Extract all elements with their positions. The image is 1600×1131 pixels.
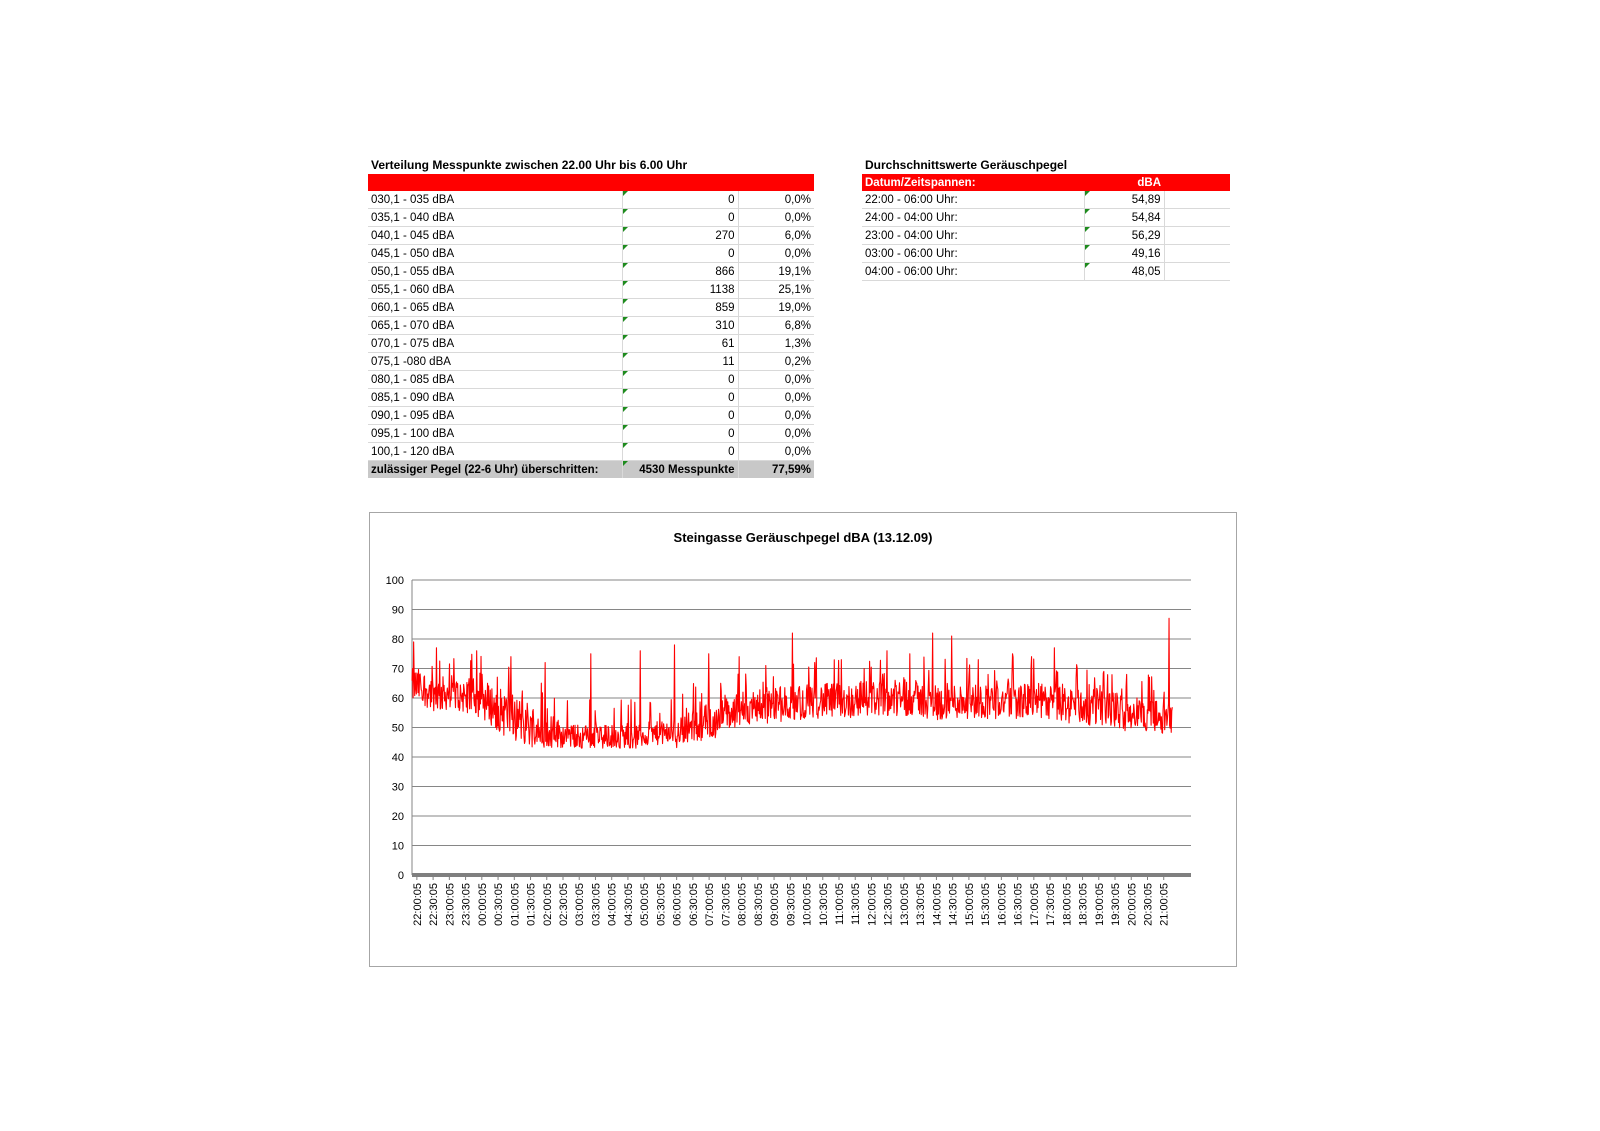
percent-cell: 0,0% [738, 191, 814, 209]
averages-row [862, 191, 1230, 209]
percent-cell: 0,0% [738, 371, 814, 389]
x-tick-label: 21:00:05 [1158, 883, 1171, 926]
avg-value-cell: 48,05 [1084, 263, 1164, 281]
x-tick-label: 00:00:05 [476, 883, 489, 926]
range-cell: 040,1 - 045 dBA [368, 227, 622, 245]
range-cell: 065,1 - 070 dBA [368, 317, 622, 335]
percent-cell: 0,0% [738, 425, 814, 443]
distribution-row [368, 389, 814, 407]
averages-table [862, 174, 1230, 281]
x-tick-label: 17:30:05 [1045, 883, 1058, 926]
averages-row [862, 209, 1230, 227]
distribution-row [368, 209, 814, 227]
x-tick-label: 22:30:05 [428, 883, 441, 926]
x-tick-label: 23:30:05 [460, 883, 473, 926]
x-tick-label: 15:00:05 [963, 883, 976, 926]
x-tick-label: 16:00:05 [996, 883, 1009, 926]
x-tick-label: 20:30:05 [1142, 883, 1155, 926]
x-tick-label: 16:30:05 [1012, 883, 1025, 926]
x-tick-label: 18:00:05 [1061, 883, 1074, 926]
distribution-row [368, 335, 814, 353]
percent-cell: 1,3% [738, 335, 814, 353]
range-cell: 030,1 - 035 dBA [368, 191, 622, 209]
x-tick-label: 03:00:05 [574, 883, 587, 926]
x-tick-label: 12:30:05 [882, 883, 895, 926]
x-tick-label: 11:00:05 [834, 883, 847, 926]
x-tick-label: 03:30:05 [590, 883, 603, 926]
range-cell: 045,1 - 050 dBA [368, 245, 622, 263]
percent-cell: 19,1% [738, 263, 814, 281]
count-cell: 270 [622, 227, 738, 245]
distribution-row [368, 317, 814, 335]
distribution-row [368, 245, 814, 263]
x-tick-label: 04:30:05 [622, 883, 635, 926]
range-cell: 090,1 - 095 dBA [368, 407, 622, 425]
count-cell: 1138 [622, 281, 738, 299]
averages-header-unit: dBA [1084, 174, 1164, 191]
x-tick-label: 22:00:05 [411, 883, 424, 926]
avg-value-cell: 49,16 [1084, 245, 1164, 263]
averages-header [862, 174, 1230, 191]
count-cell: 0 [622, 245, 738, 263]
x-tick-label: 13:00:05 [898, 883, 911, 926]
x-tick-label: 19:30:05 [1110, 883, 1123, 926]
y-tick-label: 30 [391, 781, 404, 794]
y-tick-label: 60 [391, 693, 404, 705]
count-cell: 859 [622, 299, 738, 317]
noise-chart [369, 512, 1237, 967]
percent-cell: 0,0% [738, 209, 814, 227]
distribution-row [368, 281, 814, 299]
range-cell: 085,1 - 090 dBA [368, 389, 622, 407]
count-cell: 0 [622, 191, 738, 209]
distribution-row [368, 407, 814, 425]
x-tick-label: 09:30:05 [785, 883, 798, 926]
chart-title: Steingasse Geräuschpegel dBA (13.12.09) [673, 530, 933, 545]
period-cell: 23:00 - 04:00 Uhr: [862, 227, 1084, 245]
percent-cell: 6,8% [738, 317, 814, 335]
y-tick-label: 70 [391, 663, 404, 676]
distribution-row [368, 371, 814, 389]
x-tick-label: 07:00:05 [704, 883, 717, 926]
x-tick-label: 05:00:05 [639, 883, 652, 926]
y-tick-label: 40 [391, 752, 404, 764]
percent-cell: 0,0% [738, 245, 814, 263]
percent-cell: 0,0% [738, 389, 814, 407]
count-cell: 11 [622, 353, 738, 371]
x-tick-label: 14:00:05 [931, 883, 944, 926]
y-tick-label: 50 [391, 722, 404, 735]
period-cell: 24:00 - 04:00 Uhr: [862, 209, 1084, 227]
x-tick-label: 06:00:05 [671, 883, 684, 926]
range-cell: 080,1 - 085 dBA [368, 371, 622, 389]
x-tick-label: 11:30:05 [850, 883, 863, 926]
range-cell: 095,1 - 100 dBA [368, 425, 622, 443]
x-tick-label: 09:00:05 [769, 883, 782, 926]
y-tick-label: 80 [391, 634, 404, 646]
range-cell: 055,1 - 060 dBA [368, 281, 622, 299]
x-tick-label: 02:30:05 [557, 883, 570, 926]
percent-cell: 0,2% [738, 353, 814, 371]
distribution-row [368, 191, 814, 209]
avg-value-cell: 56,29 [1084, 227, 1164, 245]
count-cell: 0 [622, 389, 738, 407]
averages-title: Durchschnittswerte Geräuschpegel [865, 158, 1068, 172]
count-cell: 310 [622, 317, 738, 335]
distribution-row [368, 425, 814, 443]
x-tick-label: 15:30:05 [980, 883, 993, 926]
x-tick-label: 10:00:05 [801, 883, 814, 926]
count-cell: 61 [622, 335, 738, 353]
range-cell: 100,1 - 120 dBA [368, 443, 622, 461]
distribution-total-row [368, 461, 814, 479]
range-cell: 075,1 -080 dBA [368, 353, 622, 371]
range-cell: 035,1 - 040 dBA [368, 209, 622, 227]
count-cell: 0 [622, 371, 738, 389]
distribution-row [368, 227, 814, 245]
period-cell: 03:00 - 06:00 Uhr: [862, 245, 1084, 263]
x-tick-label: 19:00:05 [1093, 883, 1106, 926]
x-tick-label: 04:00:05 [606, 883, 619, 926]
range-cell: 070,1 - 075 dBA [368, 335, 622, 353]
averages-row [862, 263, 1230, 281]
count-cell: 866 [622, 263, 738, 281]
count-cell: 0 [622, 425, 738, 443]
percent-cell: 25,1% [738, 281, 814, 299]
y-tick-label: 100 [385, 575, 404, 587]
total-percent: 77,59% [738, 461, 814, 479]
series-line [412, 618, 1172, 748]
y-tick-label: 20 [391, 811, 404, 823]
x-tick-label: 05:30:05 [655, 883, 668, 926]
count-cell: 0 [622, 209, 738, 227]
percent-cell: 6,0% [738, 227, 814, 245]
averages-row [862, 227, 1230, 245]
x-tick-label: 08:30:05 [752, 883, 765, 926]
x-tick-label: 14:30:05 [947, 883, 960, 926]
x-tick-label: 10:30:05 [817, 883, 830, 926]
count-cell: 0 [622, 443, 738, 461]
distribution-header-bar [368, 174, 814, 191]
chart-plot [370, 513, 1236, 966]
x-tick-label: 13:30:05 [915, 883, 928, 926]
total-label: zulässiger Pegel (22-6 Uhr) überschritten: [368, 461, 622, 479]
distribution-title: Verteilung Messpunkte zwischen 22.00 Uhr bis 6.00 Uhr [371, 158, 688, 172]
avg-value-cell: 54,84 [1084, 209, 1164, 227]
x-tick-label: 02:00:05 [541, 883, 554, 926]
percent-cell: 0,0% [738, 407, 814, 425]
period-cell: 04:00 - 06:00 Uhr: [862, 263, 1084, 281]
percent-cell: 19,0% [738, 299, 814, 317]
percent-cell: 0,0% [738, 443, 814, 461]
distribution-row [368, 443, 814, 461]
x-tick-label: 17:00:05 [1028, 883, 1041, 926]
x-tick-label: 01:30:05 [525, 883, 538, 926]
x-tick-label: 08:00:05 [736, 883, 749, 926]
x-tick-label: 12:00:05 [866, 883, 879, 926]
distribution-row [368, 263, 814, 281]
y-tick-label: 90 [391, 604, 404, 617]
x-tick-label: 20:00:05 [1126, 883, 1139, 926]
distribution-table [368, 174, 814, 478]
total-count: 4530 Messpunkte [622, 461, 738, 479]
count-cell: 0 [622, 407, 738, 425]
x-tick-label: 06:30:05 [687, 883, 700, 926]
distribution-row [368, 299, 814, 317]
period-cell: 22:00 - 06:00 Uhr: [862, 191, 1084, 209]
y-tick-label: 0 [397, 870, 404, 882]
averages-header-label: Datum/Zeitspannen: [862, 174, 1084, 191]
avg-value-cell: 54,89 [1084, 191, 1164, 209]
x-tick-label: 07:30:05 [720, 883, 733, 926]
range-cell: 060,1 - 065 dBA [368, 299, 622, 317]
x-tick-label: 18:30:05 [1077, 883, 1090, 926]
averages-row [862, 245, 1230, 263]
x-tick-label: 00:30:05 [493, 883, 506, 926]
range-cell: 050,1 - 055 dBA [368, 263, 622, 281]
x-tick-label: 01:00:05 [509, 883, 522, 926]
distribution-row [368, 353, 814, 371]
y-tick-label: 10 [391, 840, 404, 853]
x-tick-label: 23:00:05 [444, 883, 457, 926]
